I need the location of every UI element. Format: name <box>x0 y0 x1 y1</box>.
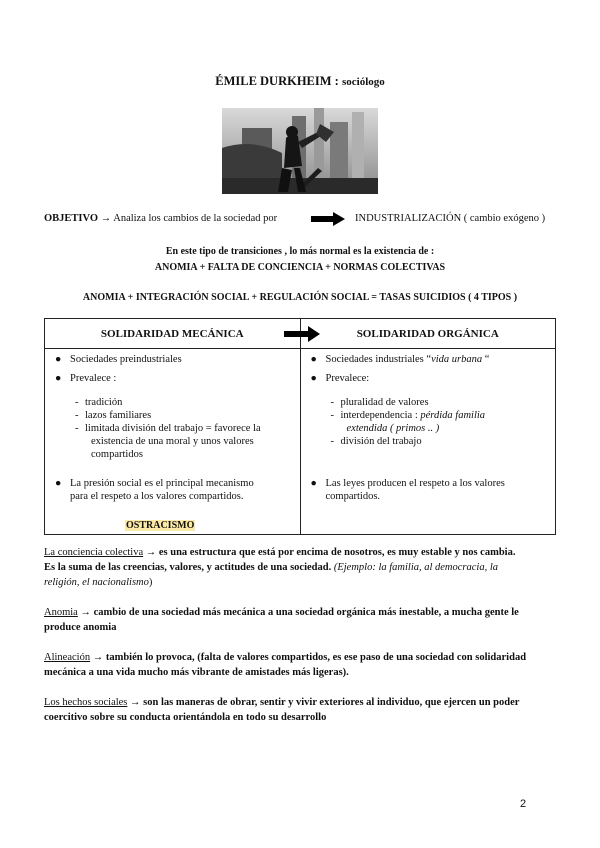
term-anomia: Anomia <box>44 607 78 618</box>
paragraph-conciencia-colectiva <box>44 545 556 590</box>
list-item: para el respeto a los valores compartidos. <box>70 491 244 502</box>
solidarity-table <box>44 318 556 535</box>
list-item-italic: vida urbana <box>431 354 483 365</box>
bullet: ● <box>310 354 317 365</box>
list-item: Las leyes producen el respeto a los valores <box>325 478 505 489</box>
paragraph-line <box>44 545 556 560</box>
list-item-text: tradición <box>85 397 123 408</box>
bullet: ● <box>310 478 317 489</box>
term-alineacion: Alineación <box>44 652 91 663</box>
mecanica-cell <box>45 349 301 535</box>
paragraph-line <box>44 620 556 635</box>
dash: - <box>75 410 79 421</box>
list-item-text: existencia de una moral y unos valores <box>91 436 254 447</box>
header-mecanica: SOLIDARIDAD MECÁNICA <box>45 319 301 349</box>
list-item-text: lazos familiares <box>85 410 152 421</box>
list-item: Prevalece: <box>325 373 370 384</box>
list-item-text: interdependencia : <box>340 410 418 421</box>
paragraph-line <box>44 560 556 575</box>
paragraph-text: → es una estructura que está por encima de nosotros, es muy estable y nos cambia. <box>145 547 516 558</box>
paragraph-example: religión, el nacionalismo <box>44 577 149 588</box>
paragraph-line <box>44 605 556 620</box>
page-title <box>0 74 600 89</box>
paragraph-line <box>44 575 556 590</box>
paragraph-alineacion <box>44 650 556 680</box>
right-arrow-icon <box>311 212 345 226</box>
list-item-text: limitada división del trabajo = favorece la <box>85 423 261 434</box>
paragraph-line <box>44 650 556 665</box>
paragraph-text: ) <box>148 577 153 588</box>
table-arrow-icon <box>284 326 320 342</box>
industrializacion-text: INDUSTRIALIZACIÓN ( cambio exógeno ) <box>355 213 546 224</box>
list-item: Sociedades preindustriales <box>70 354 182 365</box>
page-number: 2 <box>520 798 527 810</box>
paragraph-line <box>44 695 556 710</box>
objetivo-line <box>44 213 277 224</box>
list-item-text <box>341 410 548 421</box>
title-main: ÉMILE DURKHEIM : <box>215 74 339 88</box>
title-sub: sociólogo <box>341 76 385 88</box>
bullet: ● <box>310 373 317 384</box>
list-item-italic: pérdida familia <box>420 410 486 421</box>
objetivo-text: Analiza los cambios de la sociedad por <box>113 213 278 224</box>
paragraph-text: mecánica a una vida mucho más vibrante de amistades más ligeras). <box>44 667 349 678</box>
dash: - <box>75 397 79 408</box>
transitions-line2: ANOMIA + FALTA DE CONCIENCIA + NORMAS COLECTIVAS <box>154 262 446 273</box>
list-item <box>326 354 556 365</box>
dash: - <box>75 423 79 434</box>
paragraph-line <box>44 710 556 725</box>
objetivo-label: OBJETIVO <box>44 213 99 224</box>
paragraph-text: → cambio de una sociedad más mecánica a una sociedad orgánica más inestable, a mucha gente le <box>80 607 519 618</box>
list-item-text: “ <box>484 354 490 365</box>
paragraph-text: → también lo provoca, (falta de valores compartidos, es ese paso de una sociedad con solidaridad <box>92 652 527 663</box>
paragraph-line <box>44 665 556 680</box>
list-item-text: pluralidad de valores <box>340 397 429 408</box>
dash: - <box>330 410 334 421</box>
list-item: Prevalece : <box>70 373 117 384</box>
list-item-text: división del trabajo <box>340 436 422 447</box>
suicide-formula: ANOMIA + INTEGRACIÓN SOCIAL + REGULACIÓN SOCIAL = TASAS SUICIDIOS ( 4 TIPOS ) <box>82 292 518 303</box>
paragraph-hechos-sociales <box>44 695 556 725</box>
list-item-text: compartidos <box>91 449 143 460</box>
paragraph-text: coercitivo sobre su conducta orientándola en todo su desarrollo <box>44 712 327 723</box>
paragraph-anomia <box>44 605 556 635</box>
dash: - <box>330 436 334 447</box>
bullet: ● <box>55 354 62 365</box>
factory-worker-photo-icon <box>222 108 378 194</box>
paragraph-text: Es la suma de las creencias, valores, y actitudes de una sociedad. <box>44 562 332 573</box>
bullet: ● <box>55 478 62 489</box>
list-item: La presión social es el principal mecanismo <box>70 478 254 489</box>
paragraph-text: → son las maneras de obrar, sentir y vivir exteriores al individuo, que ejercen un poder <box>130 697 520 708</box>
list-item-italic: extendida ( primos .. ) <box>346 423 440 434</box>
paragraph-example: (Ejemplo: la familia, al democracia, la <box>333 562 499 573</box>
paragraph-text: produce anomia <box>44 622 117 633</box>
header-organica: SOLIDARIDAD ORGÁNICA <box>300 319 556 349</box>
objetivo-arrow: → <box>100 213 112 224</box>
dash: - <box>330 397 334 408</box>
transitions-line1: En este tipo de transiciones , lo más normal es la existencia de : <box>165 246 435 257</box>
list-item-text: Sociedades industriales “ <box>325 354 432 365</box>
bullet: ● <box>55 373 62 384</box>
ostracismo-highlight: OSTRACISMO <box>126 520 195 531</box>
term-hechos-sociales: Los hechos sociales <box>44 697 128 708</box>
term-conciencia-colectiva: La conciencia colectiva <box>44 547 144 558</box>
organica-cell <box>300 349 556 535</box>
list-item: compartidos. <box>325 491 381 502</box>
